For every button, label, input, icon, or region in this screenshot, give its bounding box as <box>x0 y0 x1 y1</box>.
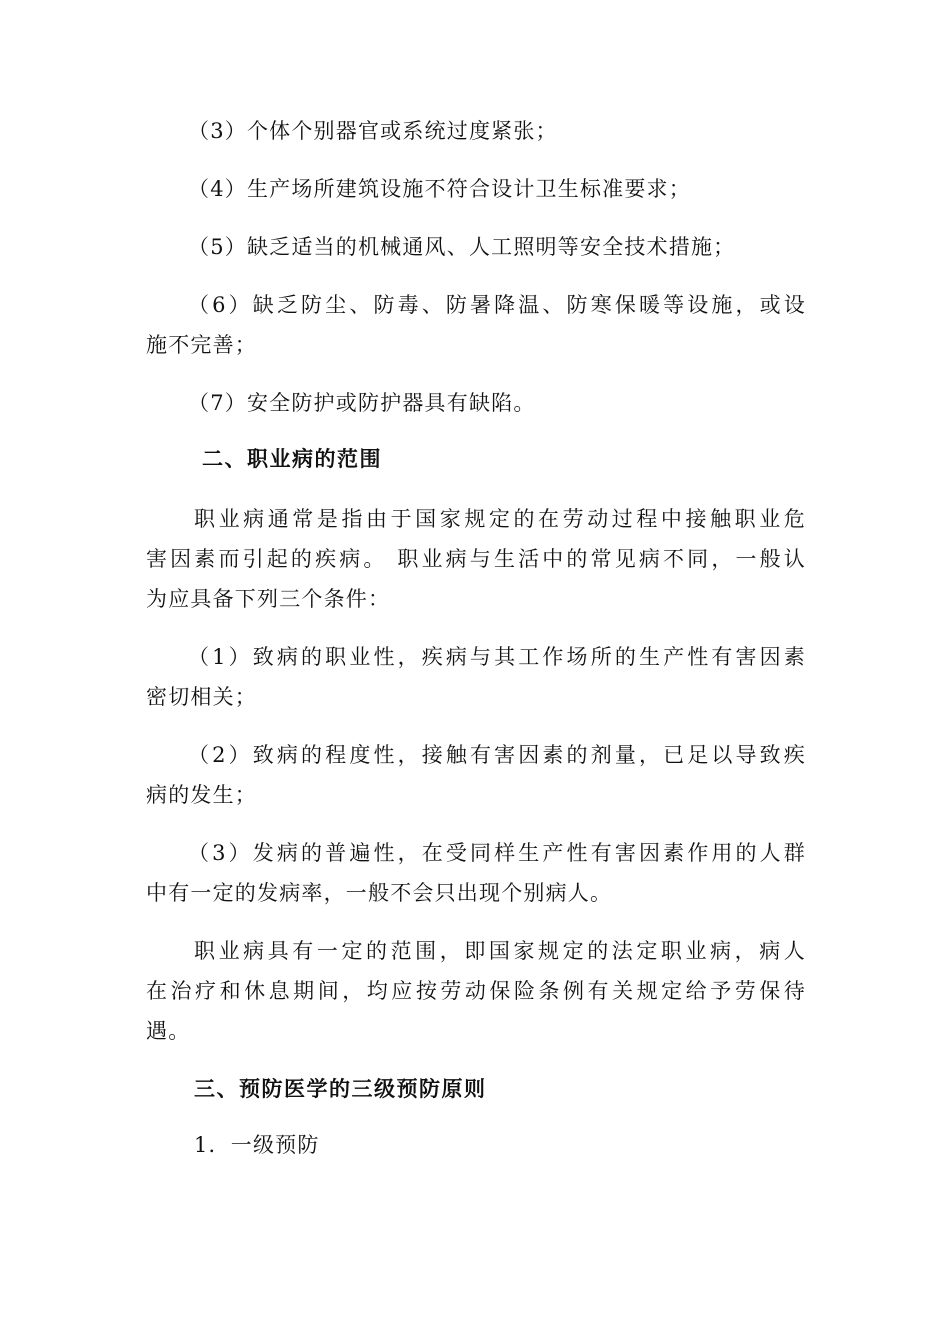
subsection-1: 1．一级预防 <box>194 1133 320 1157</box>
paragraph-2-line-3: 遇。 <box>146 1019 191 1043</box>
condition-2-line-2: 病的发生； <box>146 783 257 807</box>
list-item-6-line-1: （6）缺乏防尘、防毒、防暑降温、防寒保暖等设施，或设 <box>188 293 806 317</box>
condition-1-line-2: 密切相关； <box>146 685 257 709</box>
section-heading-2: 二、职业病的范围 <box>202 447 382 471</box>
list-item-6-line-2: 施不完善； <box>146 333 257 357</box>
paragraph-1-line-3: 为应具备下列三个条件： <box>146 587 391 611</box>
paragraph-1-line-1: 职业病通常是指由于国家规定的在劳动过程中接触职业危 <box>194 507 806 531</box>
list-item-7: （7）安全防护或防护器具有缺陷。 <box>188 391 536 415</box>
paragraph-2-line-1: 职业病具有一定的范围，即国家规定的法定职业病，病人 <box>194 939 806 963</box>
paragraph-1-line-2: 害因素而引起的疾病。 职业病与生活中的常见病不同，一般认 <box>146 547 806 571</box>
paragraph-2-line-2: 在治疗和休息期间，均应按劳动保险条例有关规定给予劳保待 <box>146 979 806 1003</box>
list-item-3: （3）个体个别器官或系统过度紧张； <box>188 119 558 143</box>
condition-3-line-2: 中有一定的发病率，一般不会只出现个别病人。 <box>146 881 613 905</box>
list-item-4: （4）生产场所建筑设施不符合设计卫生标准要求； <box>188 177 691 201</box>
condition-2-line-1: （2）致病的程度性，接触有害因素的剂量，已足以导致疾 <box>188 743 806 767</box>
list-item-5: （5）缺乏适当的机械通风、人工照明等安全技术措施； <box>188 235 736 259</box>
condition-3-line-1: （3）发病的普遍性，在受同样生产性有害因素作用的人群 <box>188 841 806 865</box>
condition-1-line-1: （1）致病的职业性，疾病与其工作场所的生产性有害因素 <box>188 645 806 669</box>
section-heading-3: 三、预防医学的三级预防原则 <box>194 1077 487 1101</box>
